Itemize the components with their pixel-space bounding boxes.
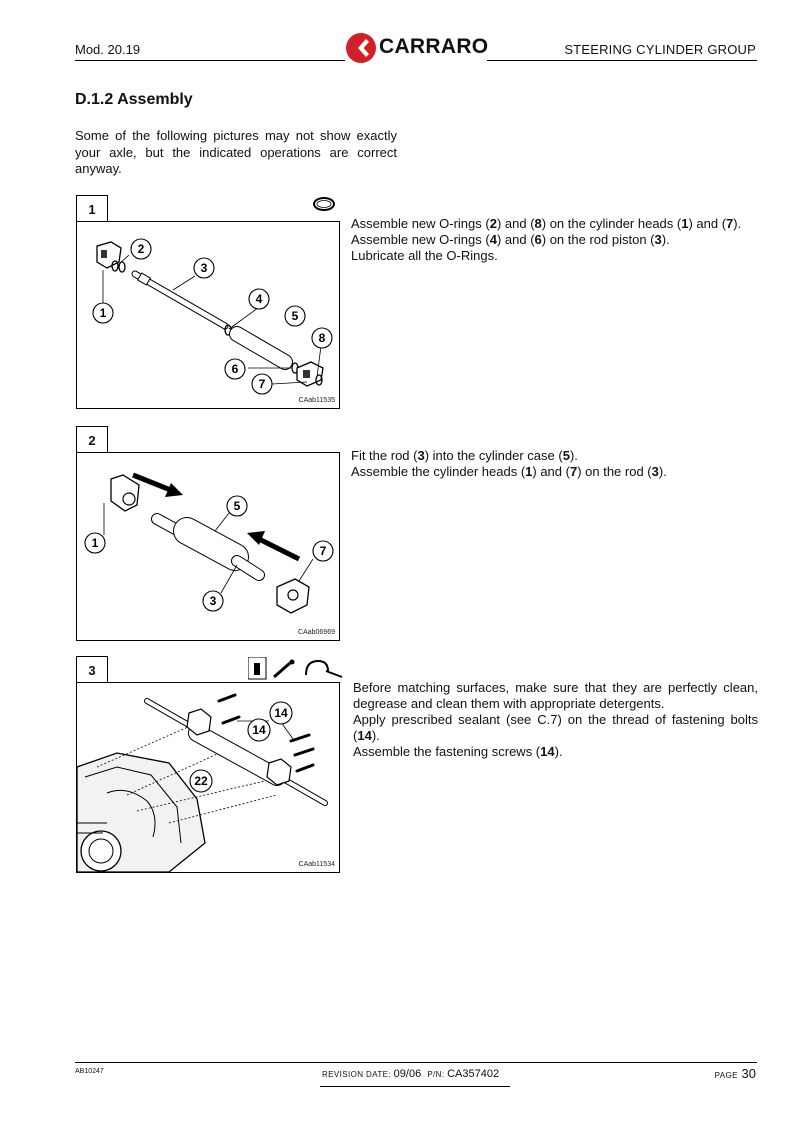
callout: 14 [274,706,288,720]
figure-code: CAab11534 [298,861,335,868]
step-1-number: 1 [76,195,108,222]
callout: 5 [233,499,241,513]
step-2-figure [76,452,340,641]
step-1-text [351,216,761,264]
model-label: Mod. 20.19 [75,42,141,57]
callout: 14 [252,723,266,737]
page-number: 30 [741,1066,756,1081]
callout: 5 [291,309,299,323]
callout: 7 [258,377,266,391]
step-1-line-3: Lubricate all the O-Rings. [351,248,498,263]
group-title: STEERING CYLINDER GROUP [564,42,756,57]
step-2-line-1: Fit the rod (3) into the cylinder case (5). [351,448,578,463]
callout: 4 [255,292,263,306]
carraro-logo [345,30,487,66]
page-info [715,1066,756,1081]
doc-code: AB10247 [75,1068,104,1075]
callout: 6 [231,362,239,376]
screwdriver-icon [274,663,290,677]
torque-wrench-icon [306,661,328,675]
footer-rule-short [320,1086,510,1087]
step-2-text [351,448,761,480]
section-title: D.1.2 Assembly [75,91,193,108]
part-number: CA357402 [447,1068,500,1080]
step-3-number: 3 [76,656,108,683]
pn-label: P/N [427,1070,442,1079]
callout: 8 [318,331,326,345]
o-ring-icon [312,195,336,213]
header-rule-right [487,60,757,61]
step-3-line-2: Apply prescribed sealant (see C.7) on the thread of fastening bolts (14). [353,712,758,743]
step-1-figure [76,221,340,409]
page-label: PAGE [714,1071,738,1080]
intro-text: Some of the following pictures may not show exactly your axle, but the indicated operations are correct anyway. [75,128,397,176]
figure-code: CAab11535 [298,397,335,404]
step-3-text [353,680,758,760]
step-2-line-2: Assemble the cylinder heads (1) and (7) on the rod (3). [351,464,667,479]
step-1-line-2: Assemble new O-rings (4) and (6) on the rod piston (3). [351,232,670,247]
step-1-drawing [77,222,339,408]
tool-icons [248,657,344,681]
callout: 1 [99,306,107,320]
brand-name: CARRARO [379,35,489,58]
step-2-drawing [77,453,339,640]
callout: 2 [137,242,145,256]
callout: 7 [319,544,327,558]
callout: 3 [209,594,217,608]
step-3-line-1: Before matching surfaces, make sure that they are perfectly clean, degrease and clean them with appropriate detergents. [353,680,758,711]
step-3-drawing [77,683,339,872]
figure-code: CAab06969 [298,629,335,636]
footer-rule [75,1062,757,1063]
callout: 3 [200,261,208,275]
revision-info: REVISION DATE: 09/06 P/N: CA357402 [322,1068,500,1080]
callout: 1 [91,536,99,550]
step-3-figure [76,682,340,873]
revision-date: 09/06 [393,1068,422,1080]
header-rule-left [75,60,345,61]
step-3-line-3: Assemble the fastening screws (14). [353,744,563,759]
step-2-number: 2 [76,426,108,453]
carraro-logo-icon [345,30,381,66]
callout: 22 [194,774,208,788]
step-1-line-1: Assemble new O-rings (2) and (8) on the cylinder heads (1) and (7). [351,216,742,231]
revision-label: REVISION DATE [322,1070,389,1079]
